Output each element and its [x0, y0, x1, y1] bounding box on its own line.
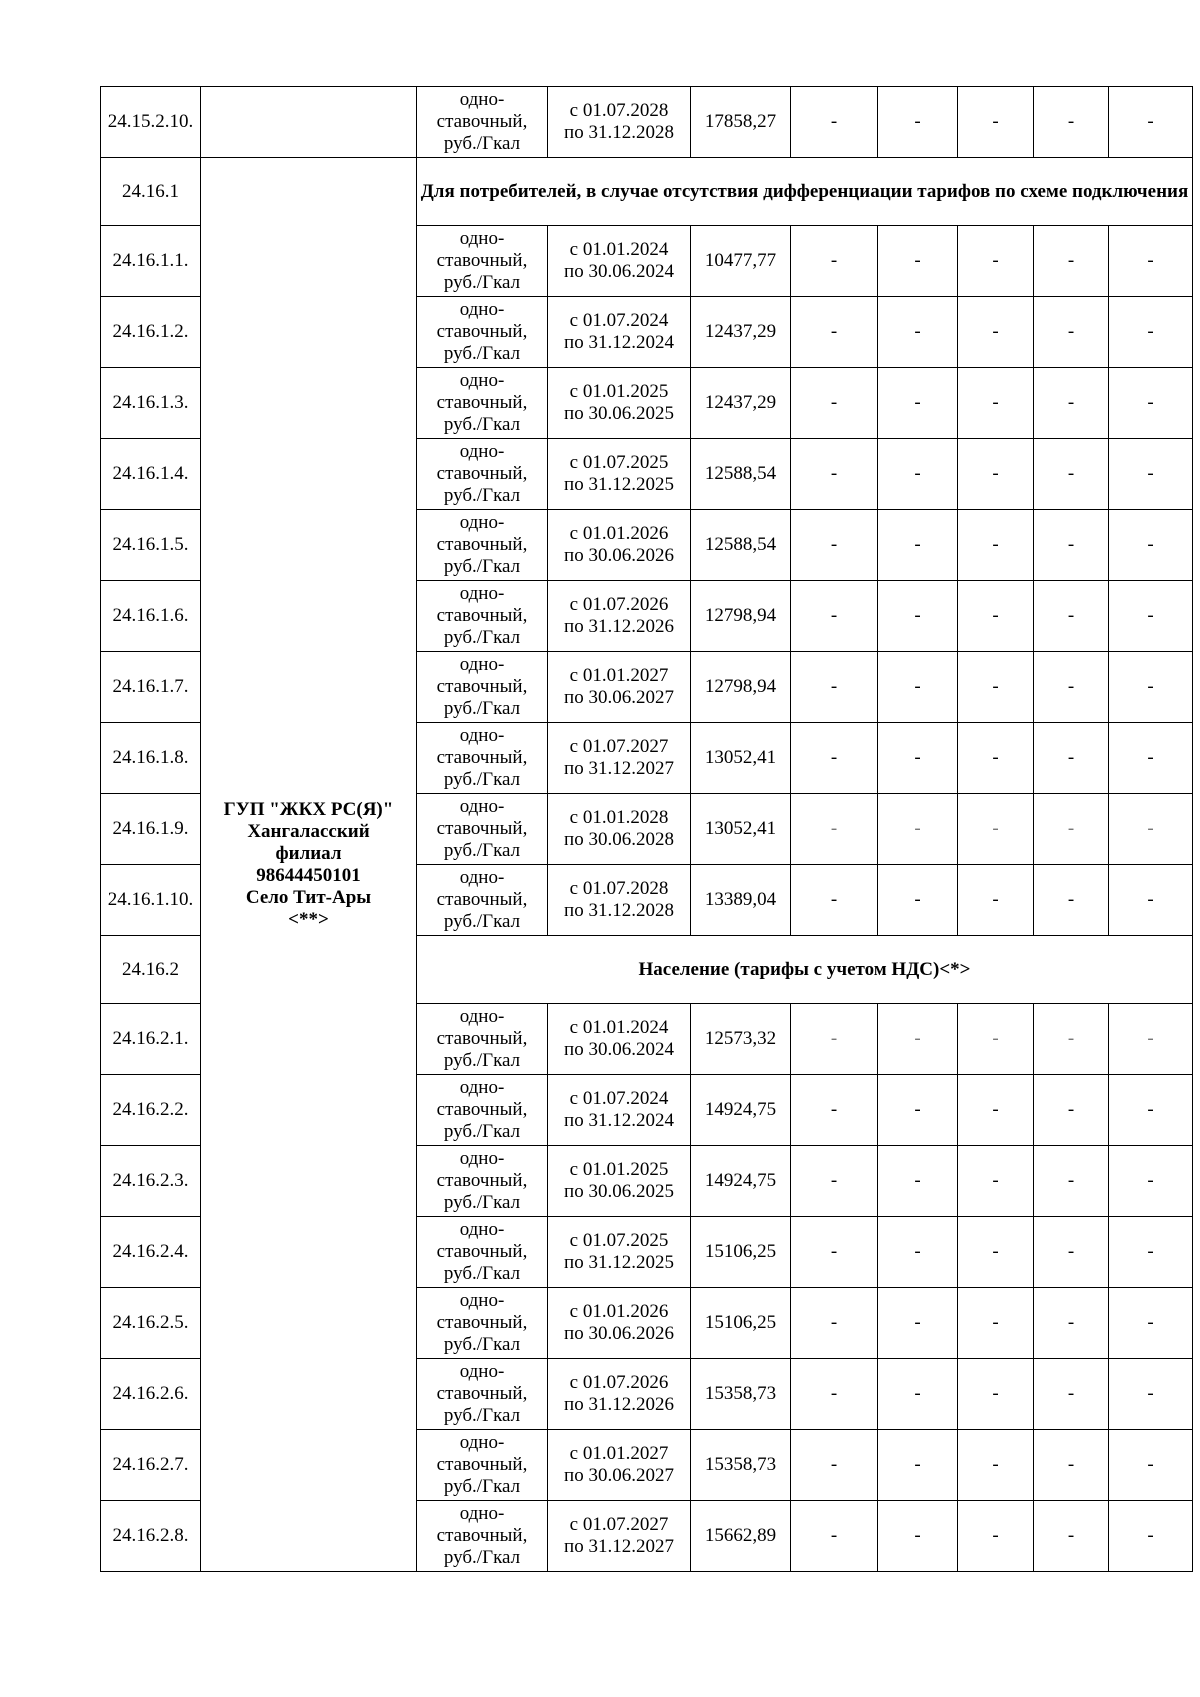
row-number: 24.16.2.6.: [101, 1359, 201, 1430]
empty-value-c1: -: [791, 297, 878, 368]
period-to: по 30.06.2024: [564, 261, 674, 282]
tariff-type-line2: ставочный,: [436, 1099, 528, 1120]
empty-value-c4: -: [1034, 723, 1109, 794]
empty-value-c1: -: [791, 1288, 878, 1359]
tariff-type-line1: одно-: [459, 441, 505, 462]
empty-value-c2: -: [878, 1217, 958, 1288]
row-number: 24.16.2: [101, 936, 201, 1004]
tariff-type: [417, 1146, 548, 1217]
empty-value-c2: -: [878, 581, 958, 652]
tariff-type-line2: ставочный,: [436, 676, 528, 697]
empty-value-c3: -: [958, 1075, 1034, 1146]
period-to: по 30.06.2025: [564, 403, 674, 424]
empty-value-c5: -: [1109, 1004, 1193, 1075]
empty-value-c4: -: [1034, 1146, 1109, 1217]
empty-value-c4: -: [1034, 1430, 1109, 1501]
tariff-type: [417, 1359, 548, 1430]
empty-value-c3: -: [958, 1217, 1034, 1288]
tariff-value: 17858,27: [691, 87, 791, 158]
tariff-type-line2: ставочный,: [436, 889, 528, 910]
tariff-type-line3: руб./Гкал: [443, 1263, 521, 1284]
empty-value-c3: -: [958, 1146, 1034, 1217]
period: [548, 865, 691, 936]
empty-value-c1: -: [791, 1004, 878, 1075]
period: [548, 1075, 691, 1146]
tariff-value: 15662,89: [691, 1501, 791, 1572]
tariff-type-line3: руб./Гкал: [443, 1334, 521, 1355]
tariff-type: [417, 1430, 548, 1501]
period-to: по 30.06.2024: [564, 1039, 674, 1060]
tariff-type-line1: одно-: [459, 1503, 505, 1524]
row-number: 24.15.2.10.: [101, 87, 201, 158]
empty-value-c2: -: [878, 510, 958, 581]
organization-line6: <**>: [288, 908, 329, 930]
period-from: с 01.01.2027: [569, 1443, 669, 1464]
period-from: с 01.07.2028: [569, 100, 669, 121]
period-to: по 31.12.2024: [564, 332, 674, 353]
tariff-type-line3: руб./Гкал: [443, 1476, 521, 1497]
empty-value-c5: -: [1109, 652, 1193, 723]
tariff-type-line1: одно-: [459, 725, 505, 746]
tariff-type-line3: руб./Гкал: [443, 1547, 521, 1568]
section-header: Для потребителей, в случае отсутствия дифференциации тарифов по схеме подключения: [417, 158, 1193, 226]
tariff-value: 12588,54: [691, 439, 791, 510]
empty-value-c4: -: [1034, 1004, 1109, 1075]
tariff-type-line1: одно-: [459, 1077, 505, 1098]
period: [548, 794, 691, 865]
tariff-type-line2: ставочный,: [436, 1170, 528, 1191]
empty-value-c1: -: [791, 723, 878, 794]
period-from: с 01.01.2025: [569, 381, 669, 402]
tariff-type-line2: ставочный,: [436, 111, 528, 132]
tariff-type-line1: одно-: [459, 89, 505, 110]
empty-value-c1: -: [791, 368, 878, 439]
tariff-type-line2: ставочный,: [436, 463, 528, 484]
period: [548, 1359, 691, 1430]
period: [548, 368, 691, 439]
tariff-type-line1: одно-: [459, 370, 505, 391]
period-from: с 01.01.2024: [569, 1017, 669, 1038]
organization-cell-blank: [201, 87, 417, 158]
tariff-type: [417, 1075, 548, 1146]
tariff-type-line2: ставочный,: [436, 1028, 528, 1049]
tariff-type-line3: руб./Гкал: [443, 1405, 521, 1426]
empty-value-c2: -: [878, 865, 958, 936]
empty-value-c5: -: [1109, 1288, 1193, 1359]
period-from: с 01.07.2026: [569, 1372, 669, 1393]
empty-value-c1: -: [791, 581, 878, 652]
row-number: 24.16.2.4.: [101, 1217, 201, 1288]
tariff-type-line2: ставочный,: [436, 1454, 528, 1475]
period-from: с 01.01.2028: [569, 807, 669, 828]
empty-value-c4: -: [1034, 226, 1109, 297]
period-from: с 01.07.2026: [569, 594, 669, 615]
empty-value-c3: -: [958, 510, 1034, 581]
period-to: по 30.06.2026: [564, 545, 674, 566]
empty-value-c3: -: [958, 652, 1034, 723]
empty-value-c3: -: [958, 1288, 1034, 1359]
tariff-type: [417, 1501, 548, 1572]
empty-value-c4: -: [1034, 652, 1109, 723]
tariff-type-line1: одно-: [459, 1148, 505, 1169]
organization-cell: [201, 158, 417, 1572]
empty-value-c3: -: [958, 1501, 1034, 1572]
period: [548, 297, 691, 368]
period: [548, 1501, 691, 1572]
empty-value-c2: -: [878, 297, 958, 368]
empty-value-c4: -: [1034, 439, 1109, 510]
tariff-type-line2: ставочный,: [436, 747, 528, 768]
period-from: с 01.01.2026: [569, 523, 669, 544]
tariff-value: 12798,94: [691, 581, 791, 652]
period-from: с 01.07.2024: [569, 1088, 669, 1109]
row-number: 24.16.2.3.: [101, 1146, 201, 1217]
empty-value-c5: -: [1109, 581, 1193, 652]
empty-value-c5: -: [1109, 87, 1193, 158]
empty-value-c4: -: [1034, 297, 1109, 368]
empty-value-c4: -: [1034, 865, 1109, 936]
tariff-type-line3: руб./Гкал: [443, 769, 521, 790]
empty-value-c1: -: [791, 1430, 878, 1501]
row-number: 24.16.1.8.: [101, 723, 201, 794]
period: [548, 1146, 691, 1217]
row-number: 24.16.1.2.: [101, 297, 201, 368]
tariff-type-line2: ставочный,: [436, 250, 528, 271]
row-number: 24.16.1.4.: [101, 439, 201, 510]
tariff-type-line1: одно-: [459, 228, 505, 249]
period-to: по 30.06.2027: [564, 687, 674, 708]
tariff-value: 15358,73: [691, 1359, 791, 1430]
period-from: с 01.01.2025: [569, 1159, 669, 1180]
tariff-type: [417, 1288, 548, 1359]
period: [548, 1217, 691, 1288]
tariff-type-line3: руб./Гкал: [443, 698, 521, 719]
period-from: с 01.07.2025: [569, 1230, 669, 1251]
tariff-value: 12798,94: [691, 652, 791, 723]
period-to: по 31.12.2028: [564, 900, 674, 921]
period: [548, 723, 691, 794]
tariff-value: 10477,77: [691, 226, 791, 297]
empty-value-c2: -: [878, 1146, 958, 1217]
empty-value-c5: -: [1109, 1359, 1193, 1430]
period-to: по 30.06.2025: [564, 1181, 674, 1202]
tariff-type-line1: одно-: [459, 583, 505, 604]
empty-value-c3: -: [958, 1004, 1034, 1075]
empty-value-c1: -: [791, 1146, 878, 1217]
row-number: 24.16.2.5.: [101, 1288, 201, 1359]
period-to: по 31.12.2026: [564, 1394, 674, 1415]
empty-value-c4: -: [1034, 368, 1109, 439]
tariff-type: [417, 652, 548, 723]
empty-value-c4: -: [1034, 1075, 1109, 1146]
tariff-value: 14924,75: [691, 1075, 791, 1146]
tariff-type: [417, 226, 548, 297]
organization-line5: Село Тит-Ары: [245, 886, 372, 908]
tariff-type-line3: руб./Гкал: [443, 485, 521, 506]
empty-value-c4: -: [1034, 1217, 1109, 1288]
empty-value-c5: -: [1109, 368, 1193, 439]
section-header-row: [101, 158, 1193, 226]
tariff-type: [417, 865, 548, 936]
tariff-type-line1: одно-: [459, 1290, 505, 1311]
tariff-type-line3: руб./Гкал: [443, 840, 521, 861]
empty-value-c5: -: [1109, 1146, 1193, 1217]
tariff-type-line2: ставочный,: [436, 534, 528, 555]
tariff-type: [417, 510, 548, 581]
empty-value-c3: -: [958, 87, 1034, 158]
empty-value-c1: -: [791, 865, 878, 936]
row-number: 24.16.1.3.: [101, 368, 201, 439]
row-number: 24.16.2.2.: [101, 1075, 201, 1146]
period-from: с 01.07.2028: [569, 878, 669, 899]
row-number: 24.16.1.6.: [101, 581, 201, 652]
period-from: с 01.07.2024: [569, 310, 669, 331]
tariff-value: 12588,54: [691, 510, 791, 581]
empty-value-c3: -: [958, 865, 1034, 936]
empty-value-c1: -: [791, 1359, 878, 1430]
row-number: 24.16.1: [101, 158, 201, 226]
empty-value-c1: -: [791, 1217, 878, 1288]
tariff-type-line3: руб./Гкал: [443, 414, 521, 435]
organization-line1: ГУП "ЖКХ РС(Я)": [223, 798, 394, 820]
tariff-type-line3: руб./Гкал: [443, 272, 521, 293]
empty-value-c4: -: [1034, 794, 1109, 865]
empty-value-c1: -: [791, 652, 878, 723]
row-number: 24.16.2.7.: [101, 1430, 201, 1501]
empty-value-c2: -: [878, 723, 958, 794]
tariff-type-line1: одно-: [459, 299, 505, 320]
period-from: с 01.07.2027: [569, 1514, 669, 1535]
period: [548, 652, 691, 723]
period: [548, 581, 691, 652]
empty-value-c2: -: [878, 439, 958, 510]
empty-value-c1: -: [791, 794, 878, 865]
empty-value-c1: -: [791, 226, 878, 297]
period: [548, 1430, 691, 1501]
row-number: 24.16.2.8.: [101, 1501, 201, 1572]
empty-value-c1: -: [791, 510, 878, 581]
tariff-type: [417, 368, 548, 439]
tariff-type-line3: руб./Гкал: [443, 627, 521, 648]
empty-value-c3: -: [958, 297, 1034, 368]
period-to: по 31.12.2025: [564, 1252, 674, 1273]
tariff-value: 15358,73: [691, 1430, 791, 1501]
tariff-type-line2: ставочный,: [436, 818, 528, 839]
empty-value-c2: -: [878, 1359, 958, 1430]
period: [548, 439, 691, 510]
tariff-type-line3: руб./Гкал: [443, 556, 521, 577]
empty-value-c3: -: [958, 1359, 1034, 1430]
empty-value-c2: -: [878, 226, 958, 297]
period-from: с 01.01.2026: [569, 1301, 669, 1322]
period-from: с 01.07.2027: [569, 736, 669, 757]
tariff-type-line3: руб./Гкал: [443, 911, 521, 932]
tariff-type-line3: руб./Гкал: [443, 343, 521, 364]
empty-value-c5: -: [1109, 1075, 1193, 1146]
empty-value-c2: -: [878, 1501, 958, 1572]
empty-value-c5: -: [1109, 723, 1193, 794]
tariff-type: [417, 794, 548, 865]
empty-value-c5: -: [1109, 1430, 1193, 1501]
organization-line3: филиал: [275, 842, 342, 864]
empty-value-c2: -: [878, 87, 958, 158]
tariff-table: [100, 86, 1193, 1572]
period: [548, 226, 691, 297]
empty-value-c3: -: [958, 368, 1034, 439]
period-to: по 31.12.2026: [564, 616, 674, 637]
tariff-type: [417, 439, 548, 510]
tariff-type: [417, 723, 548, 794]
period-to: по 31.12.2028: [564, 122, 674, 143]
tariff-value: 13052,41: [691, 794, 791, 865]
period-to: по 30.06.2027: [564, 1465, 674, 1486]
period-to: по 31.12.2027: [564, 758, 674, 779]
tariff-type-line2: ставочный,: [436, 1383, 528, 1404]
empty-value-c3: -: [958, 723, 1034, 794]
tariff-type-line1: одно-: [459, 796, 505, 817]
empty-value-c4: -: [1034, 1501, 1109, 1572]
organization-line2: Хангаласский: [247, 820, 370, 842]
row-number: 24.16.1.5.: [101, 510, 201, 581]
tariff-value: 13389,04: [691, 865, 791, 936]
tariff-type-line1: одно-: [459, 1006, 505, 1027]
empty-value-c4: -: [1034, 510, 1109, 581]
empty-value-c2: -: [878, 368, 958, 439]
row-number: 24.16.2.1.: [101, 1004, 201, 1075]
empty-value-c3: -: [958, 794, 1034, 865]
empty-value-c3: -: [958, 1430, 1034, 1501]
empty-value-c1: -: [791, 1501, 878, 1572]
tariff-type-line2: ставочный,: [436, 605, 528, 626]
empty-value-c3: -: [958, 581, 1034, 652]
tariff-type-line1: одно-: [459, 654, 505, 675]
empty-value-c4: -: [1034, 87, 1109, 158]
empty-value-c5: -: [1109, 226, 1193, 297]
period-from: с 01.01.2027: [569, 665, 669, 686]
empty-value-c2: -: [878, 652, 958, 723]
tariff-type-line2: ставочный,: [436, 321, 528, 342]
empty-value-c1: -: [791, 87, 878, 158]
empty-value-c1: -: [791, 439, 878, 510]
empty-value-c4: -: [1034, 581, 1109, 652]
empty-value-c2: -: [878, 1075, 958, 1146]
tariff-type: [417, 581, 548, 652]
table-row: [101, 87, 1193, 158]
period: [548, 1004, 691, 1075]
tariff-type-line3: руб./Гкал: [443, 1192, 521, 1213]
empty-value-c2: -: [878, 1288, 958, 1359]
tariff-value: 12437,29: [691, 368, 791, 439]
organization-line4: 98644450101: [256, 864, 361, 886]
empty-value-c4: -: [1034, 1359, 1109, 1430]
period: [548, 87, 691, 158]
row-number: 24.16.1.9.: [101, 794, 201, 865]
empty-value-c5: -: [1109, 794, 1193, 865]
empty-value-c5: -: [1109, 439, 1193, 510]
period-to: по 30.06.2028: [564, 829, 674, 850]
tariff-type-line3: руб./Гкал: [443, 1121, 521, 1142]
tariff-type: [417, 1004, 548, 1075]
empty-value-c5: -: [1109, 1501, 1193, 1572]
tariff-value: 12573,32: [691, 1004, 791, 1075]
tariff-table-body: [101, 87, 1193, 1572]
tariff-value: 15106,25: [691, 1288, 791, 1359]
empty-value-c1: -: [791, 1075, 878, 1146]
tariff-type-line1: одно-: [459, 1432, 505, 1453]
row-number: 24.16.1.7.: [101, 652, 201, 723]
empty-value-c2: -: [878, 1430, 958, 1501]
tariff-type-line2: ставочный,: [436, 1312, 528, 1333]
empty-value-c3: -: [958, 439, 1034, 510]
empty-value-c5: -: [1109, 510, 1193, 581]
tariff-value: 13052,41: [691, 723, 791, 794]
tariff-type-line2: ставочный,: [436, 392, 528, 413]
tariff-type-line3: руб./Гкал: [443, 1050, 521, 1071]
period-from: с 01.07.2025: [569, 452, 669, 473]
empty-value-c5: -: [1109, 297, 1193, 368]
tariff-type: [417, 87, 548, 158]
empty-value-c2: -: [878, 794, 958, 865]
tariff-value: 14924,75: [691, 1146, 791, 1217]
period-to: по 30.06.2026: [564, 1323, 674, 1344]
period-to: по 31.12.2025: [564, 474, 674, 495]
empty-value-c3: -: [958, 226, 1034, 297]
period-to: по 31.12.2024: [564, 1110, 674, 1131]
tariff-value: 15106,25: [691, 1217, 791, 1288]
tariff-type-line2: ставочный,: [436, 1525, 528, 1546]
empty-value-c5: -: [1109, 865, 1193, 936]
tariff-type: [417, 297, 548, 368]
tariff-type: [417, 1217, 548, 1288]
row-number: 24.16.1.10.: [101, 865, 201, 936]
empty-value-c2: -: [878, 1004, 958, 1075]
empty-value-c5: -: [1109, 1217, 1193, 1288]
period-to: по 31.12.2027: [564, 1536, 674, 1557]
tariff-type-line1: одно-: [459, 1361, 505, 1382]
tariff-type-line1: одно-: [459, 867, 505, 888]
row-number: 24.16.1.1.: [101, 226, 201, 297]
section-header: Население (тарифы с учетом НДС)<*>: [417, 936, 1193, 1004]
tariff-type-line2: ставочный,: [436, 1241, 528, 1262]
tariff-type-line1: одно-: [459, 1219, 505, 1240]
tariff-type-line3: руб./Гкал: [443, 133, 521, 154]
empty-value-c4: -: [1034, 1288, 1109, 1359]
tariff-value: 12437,29: [691, 297, 791, 368]
period-from: с 01.01.2024: [569, 239, 669, 260]
tariff-type-line1: одно-: [459, 512, 505, 533]
period: [548, 1288, 691, 1359]
period: [548, 510, 691, 581]
